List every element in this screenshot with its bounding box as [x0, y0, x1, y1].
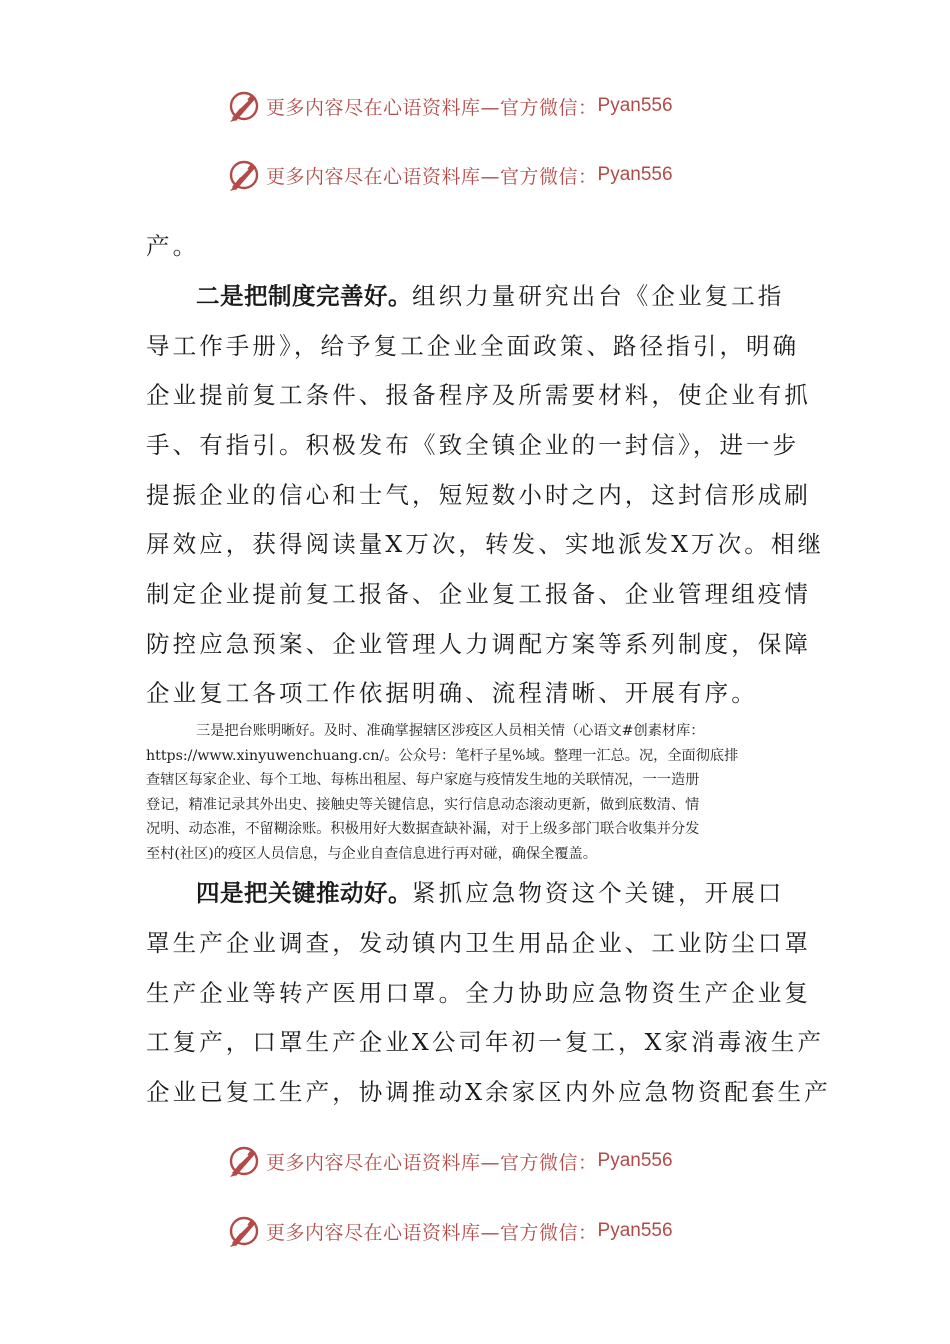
watermark-text: 更多内容尽在心语资料库—官方微信：	[266, 1151, 598, 1174]
paragraph-two-heading: 二是把制度完善好。	[196, 282, 412, 310]
body-line: 导工作手册》，给予复工企业全面政策、路径指引，明确	[146, 332, 800, 360]
body-line: 提振企业的信心和士气，短短数小时之内，这封信形成刷	[146, 481, 811, 509]
paragraph-four-heading: 四是把关键推动好。	[196, 879, 412, 907]
watermark-text: 更多内容尽在心语资料库—官方微信：	[266, 1221, 598, 1244]
watermark-banner	[226, 1141, 673, 1181]
body-line: 制定企业提前复工报备、企业复工报备、企业管理组疫情	[146, 580, 811, 608]
watermark-banner	[226, 86, 673, 126]
small-line: 至村(社区)的疫区人员信息，与企业自查信息进行再对碰，确保全覆盖。	[146, 845, 597, 862]
body-line: 罩生产企业调查，发动镇内卫生用品企业、工业防尘口罩	[146, 929, 811, 957]
body-line: 防控应急预案、企业管理人力调配方案等系列制度，保障	[146, 630, 811, 658]
body-line: 企业已复工生产，协调推动X余家区内外应急物资配套生产	[146, 1078, 831, 1106]
small-line: https://www.xinyuwenchuang.cn/。公众号：笔杆子星%域。整理一汇总。况，全面彻底排	[146, 747, 739, 764]
watermark-text: 更多内容尽在心语资料库—官方微信：	[266, 96, 598, 119]
watermark-id: Pyan556	[597, 1150, 673, 1171]
pen-logo-icon	[226, 88, 262, 124]
watermark-id: Pyan556	[597, 95, 673, 116]
body-line: 企业复工各项工作依据明确、流程清晰、开展有序。	[146, 679, 758, 707]
paragraph-three	[146, 719, 810, 866]
watermark-id: Pyan556	[597, 164, 673, 185]
watermark-id: Pyan556	[597, 1220, 673, 1241]
body-line: 手、有指引。积极发布《致全镇企业的一封信》，进一步	[146, 431, 800, 459]
body-line: 工复产，口罩生产企业X公司年初一复工，X家消毒液生产	[146, 1028, 825, 1056]
paragraph-four-first-text: 紧抓应急物资这个关键，开展口	[412, 879, 785, 907]
paragraph-two-first-line	[196, 279, 806, 313]
body-line: 屏效应，获得阅读量X万次，转发、实地派发X万次。相继	[146, 530, 825, 558]
body-line: 生产企业等转产医用口罩。全力协助应急物资生产企业复	[146, 979, 811, 1007]
pen-logo-icon	[226, 157, 262, 193]
watermark-banner	[226, 1211, 673, 1251]
paragraph-four-first-line	[196, 876, 806, 910]
watermark-text: 更多内容尽在心语资料库—官方微信：	[266, 165, 598, 188]
body-line: 企业提前复工条件、报备程序及所需要材料，使企业有抓	[146, 381, 811, 409]
pen-logo-icon	[226, 1143, 262, 1179]
small-line: 查辖区每家企业、每个工地、每栋出租屋、每户家庭与疫情发生地的关联情况，一一造册	[146, 772, 700, 788]
small-line: 况明、动态准，不留糊涂账。积极用好大数据查缺补漏，对于上级多部门联合收集并分发	[146, 821, 700, 837]
paragraph-two-first-text: 组织力量研究出台《企业复工指	[412, 282, 785, 310]
pen-logo-icon	[226, 1213, 262, 1249]
small-line: 三是把台账明晰好。及时、准确掌握辖区涉疫区人员相关情（心语文#创素材库：	[196, 723, 705, 739]
body-line: 产。	[146, 232, 200, 260]
watermark-banner	[226, 155, 673, 195]
small-line: 登记，精准记录其外出史、接触史等关键信息，实行信息动态滚动更新，做到底数清、情	[146, 796, 700, 813]
